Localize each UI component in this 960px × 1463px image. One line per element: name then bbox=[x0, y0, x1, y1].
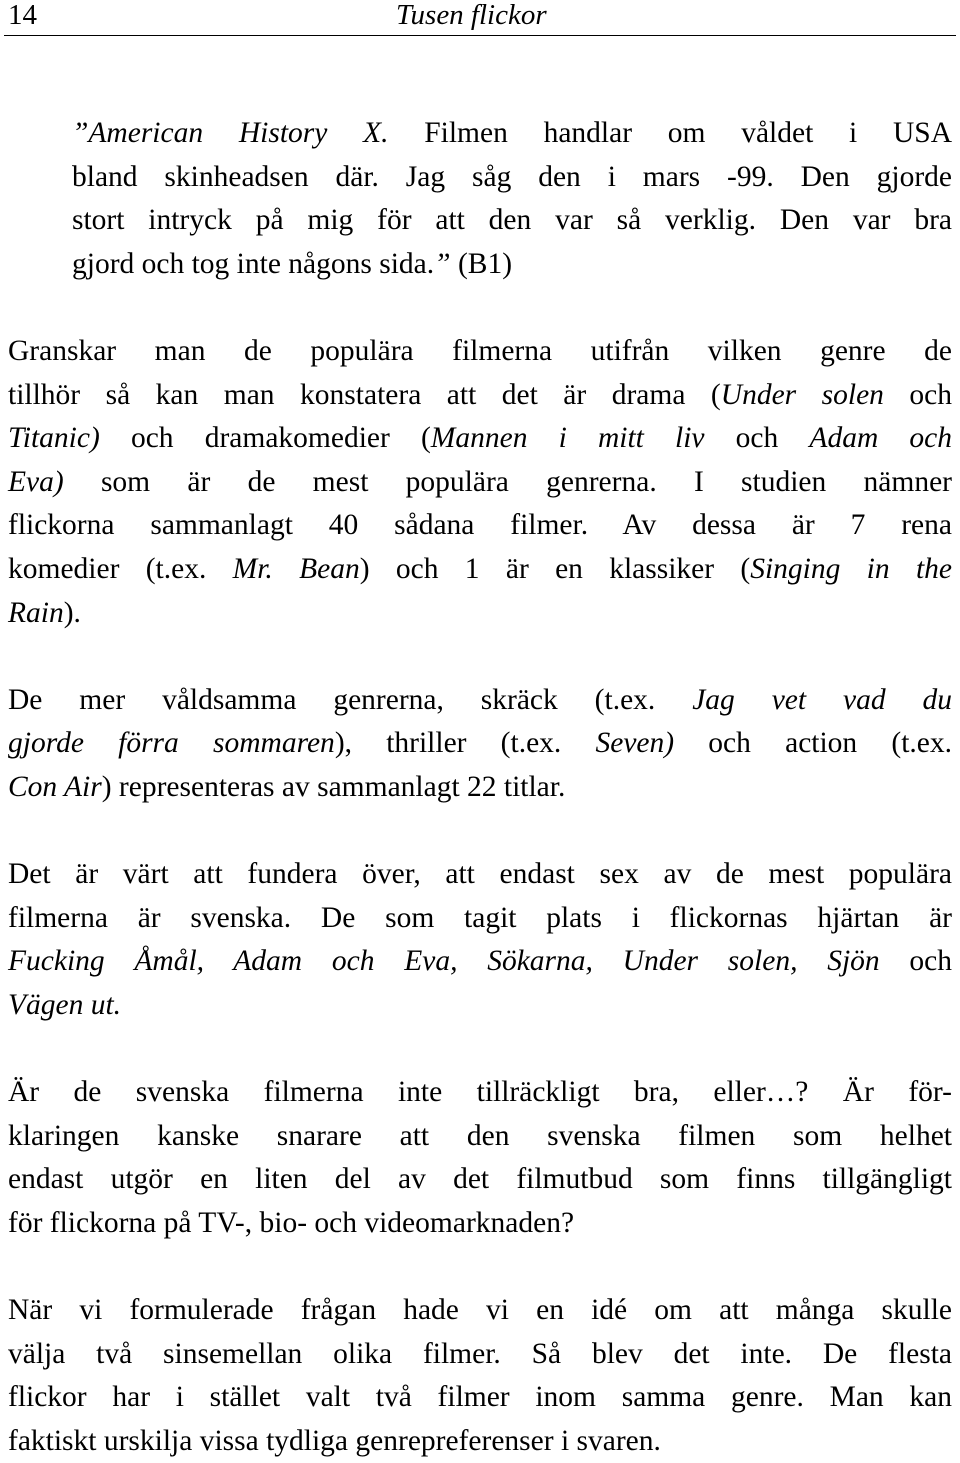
text-segment: flickorna sammanlagt 40 sådana filmer. Av dessa är 7 rena bbox=[8, 509, 952, 542]
text-line bbox=[8, 1376, 952, 1420]
italic-text-segment: Eva) bbox=[8, 465, 64, 498]
text-line bbox=[8, 548, 952, 592]
text-line bbox=[8, 984, 952, 1028]
text-segment: komedier (t.ex. bbox=[8, 552, 233, 585]
text-segment: som är de mest populära genrerna. I studien nämner bbox=[63, 465, 952, 498]
paragraph-two-films bbox=[8, 1289, 952, 1463]
text-line bbox=[8, 1158, 952, 1202]
paragraph-genre-drama bbox=[8, 330, 952, 635]
text-segment: stort intryck på mig för att den var så verklig. Den var bra bbox=[72, 204, 952, 237]
text-segment: (B1) bbox=[450, 247, 513, 280]
page-header bbox=[0, 0, 960, 38]
text-segment: endast utgör en liten del av det filmutbud som finns tillgängligt bbox=[8, 1163, 952, 1196]
body-text bbox=[8, 112, 952, 1463]
italic-text-segment: Mr. bbox=[232, 552, 273, 585]
text-segment: och bbox=[883, 378, 953, 411]
text-line bbox=[8, 1289, 952, 1333]
text-segment: När vi formulerade frågan hade vi en idé om att många skulle bbox=[8, 1294, 952, 1327]
text-line bbox=[8, 897, 952, 941]
text-line bbox=[8, 461, 952, 505]
italic-text-segment: Bean bbox=[299, 552, 360, 585]
text-segment: och dramakomedier ( bbox=[99, 422, 431, 455]
text-line bbox=[8, 1071, 952, 1115]
page-number: 14 bbox=[8, 0, 37, 31]
text-line bbox=[8, 940, 952, 984]
text-line bbox=[8, 374, 952, 418]
text-segment: bland skinheadsen där. Jag såg den i mars -99. Den gjorde bbox=[72, 160, 952, 193]
italic-text-segment: gjorde förra sommaren bbox=[8, 727, 335, 760]
italic-text-segment: Fucking Åmål, Adam och Eva, Sökarna, Under solen, Sjön bbox=[8, 945, 880, 978]
text-segment: filmerna är svenska. De som tagit plats i flickornas hjärtan är bbox=[8, 901, 952, 934]
italic-text-segment: Rain bbox=[8, 596, 64, 629]
text-line bbox=[8, 592, 952, 636]
text-segment bbox=[273, 553, 299, 585]
text-segment: välja två sinsemellan olika filmer. Så blev det inte. De flesta bbox=[8, 1337, 952, 1370]
text-line bbox=[8, 1202, 952, 1246]
text-segment: gjord och tog inte någons sida. bbox=[72, 247, 435, 280]
italic-text-segment: Jag vet vad du bbox=[692, 683, 952, 716]
text-line bbox=[8, 722, 952, 766]
text-segment: Är de svenska filmerna inte tillräckligt bra, eller…? Är för- bbox=[8, 1076, 952, 1109]
paragraph-question-swedish bbox=[8, 1071, 952, 1245]
text-segment: tillhör så kan man konstatera att det är drama ( bbox=[8, 378, 721, 411]
text-line bbox=[72, 112, 952, 156]
text-line bbox=[8, 679, 952, 723]
header-rule bbox=[4, 35, 956, 36]
text-segment: Filmen handlar om våldet i USA bbox=[388, 117, 952, 149]
text-segment: för flickorna på TV-, bio- och videomarknaden? bbox=[8, 1206, 575, 1239]
text-segment: klaringen kanske snarare att den svenska filmen som helhet bbox=[8, 1119, 952, 1152]
text-line bbox=[8, 417, 952, 461]
text-line bbox=[8, 330, 952, 374]
text-line bbox=[8, 766, 952, 810]
text-segment: ). bbox=[63, 596, 81, 629]
italic-text-segment: Con Air bbox=[8, 770, 102, 803]
text-segment: ) representeras av sammanlagt 22 titlar. bbox=[101, 770, 566, 803]
text-segment: Det är värt att fundera över, att endast sex av de mest populära bbox=[8, 858, 952, 891]
text-segment: och bbox=[704, 422, 810, 455]
text-segment: De mer våldsamma genrerna, skräck (t.ex. bbox=[8, 683, 693, 716]
italic-text-segment: Titanic) bbox=[8, 422, 100, 455]
text-line bbox=[8, 1420, 952, 1463]
text-line bbox=[72, 199, 952, 243]
text-line bbox=[8, 1333, 952, 1377]
italic-text-segment: Singing in the bbox=[750, 552, 952, 585]
paragraph-quote-american-history-x bbox=[8, 112, 952, 286]
text-line bbox=[8, 853, 952, 897]
italic-text-segment: Vägen ut. bbox=[8, 988, 122, 1021]
text-line bbox=[72, 156, 952, 200]
italic-text-segment: Mannen i mitt liv bbox=[430, 422, 705, 455]
italic-text-segment: ” bbox=[434, 247, 451, 280]
text-segment: Granskar man de populära filmerna utifrån vilken genre de bbox=[8, 334, 952, 367]
paragraph-swedish-films bbox=[8, 853, 952, 1027]
italic-text-segment: Under solen bbox=[720, 378, 884, 411]
italic-text-segment: Seven) bbox=[595, 727, 675, 760]
text-line bbox=[8, 1115, 952, 1159]
text-segment: ) och 1 är en klassiker ( bbox=[359, 552, 751, 585]
text-segment: ), thriller (t.ex. bbox=[334, 727, 596, 760]
text-segment: och bbox=[879, 945, 953, 978]
italic-text-segment: Adam och bbox=[809, 422, 952, 455]
text-segment: flickor har i stället valt två filmer inom samma genre. Man kan bbox=[8, 1381, 952, 1414]
paragraph-genre-violent bbox=[8, 679, 952, 810]
running-title: Tusen flickor bbox=[396, 0, 547, 31]
text-segment: faktiskt urskilja vissa tydliga genrepreferenser i svaren. bbox=[8, 1424, 661, 1457]
text-segment: och action (t.ex. bbox=[674, 727, 952, 760]
italic-text-segment: ”American History X. bbox=[72, 117, 389, 149]
text-line bbox=[8, 504, 952, 548]
text-line bbox=[72, 243, 952, 287]
